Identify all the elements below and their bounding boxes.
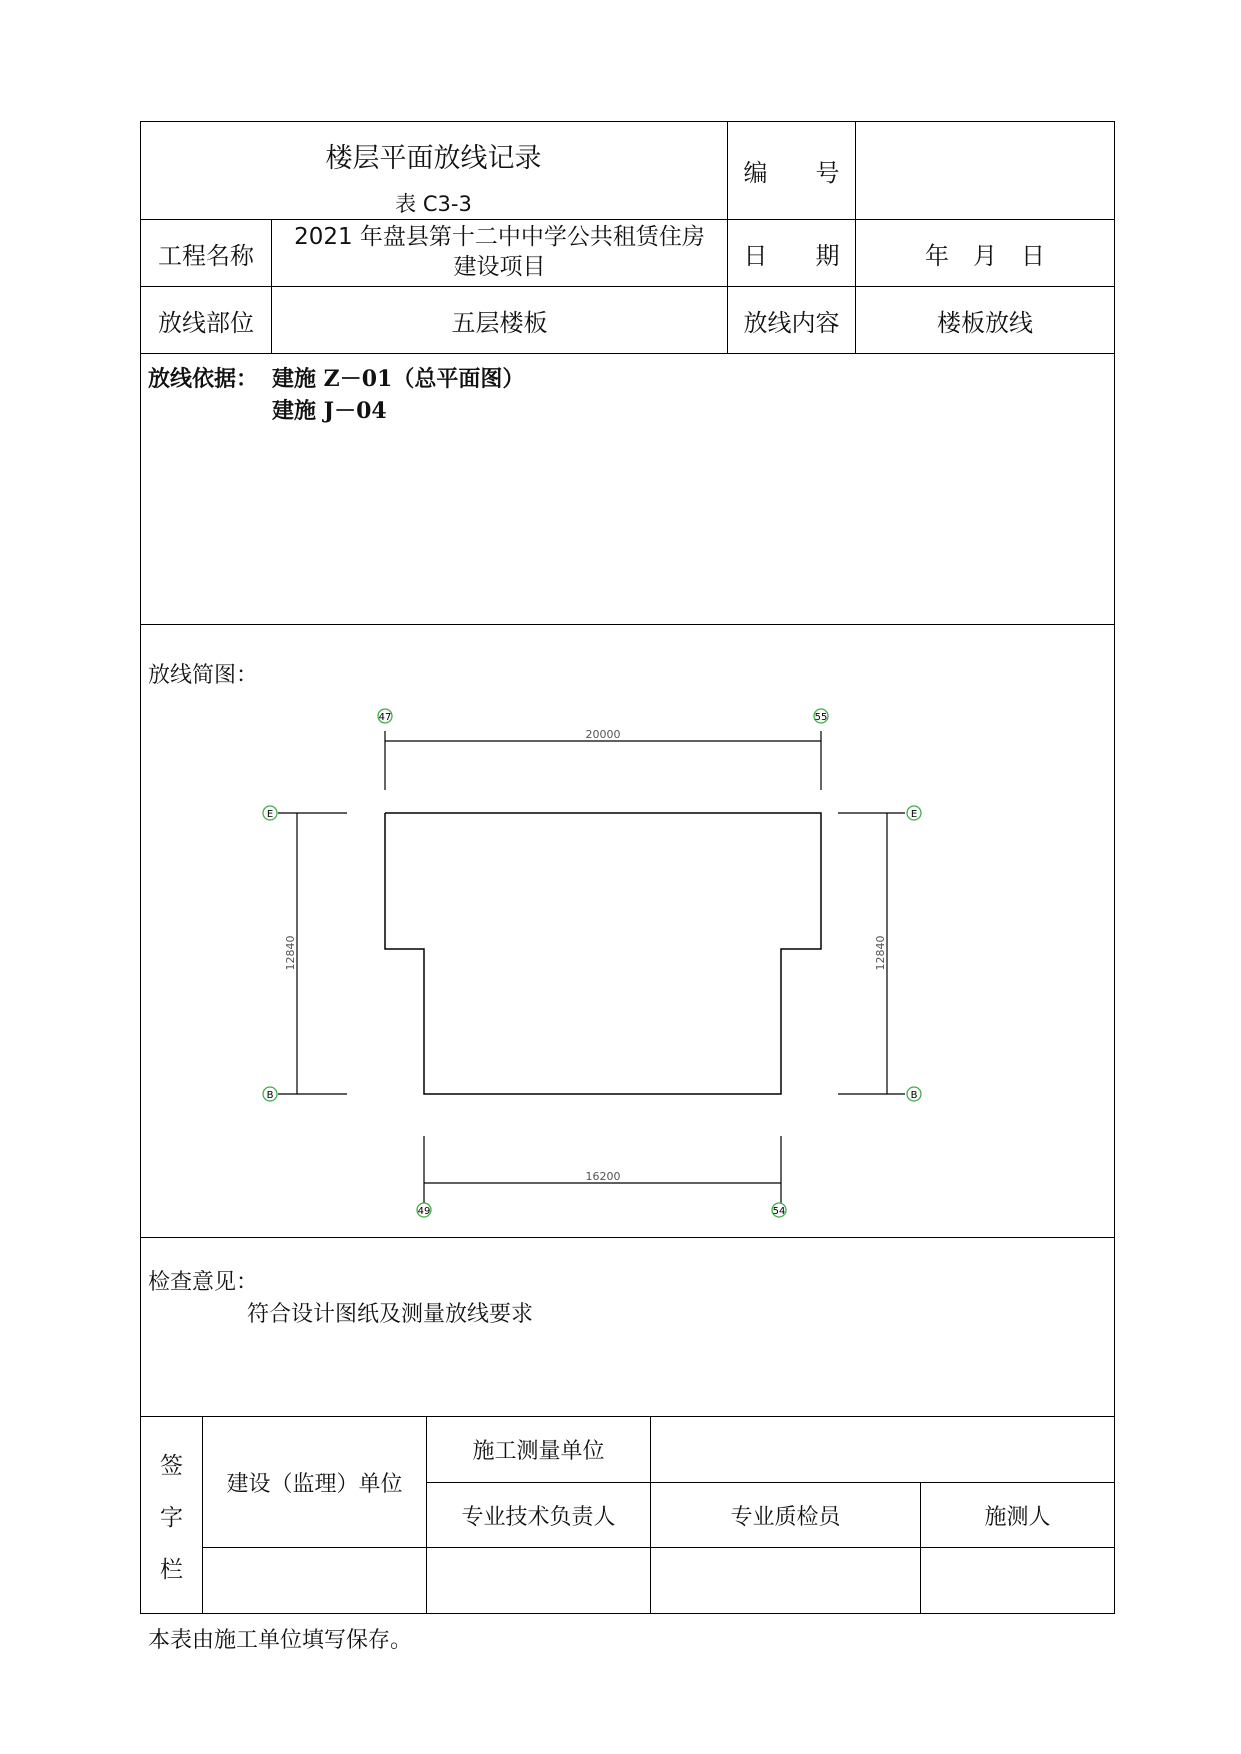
basis-line2: 建施 J－04 — [272, 398, 387, 424]
svg-text:B: B — [910, 1090, 918, 1101]
axis-bubble-right-B — [907, 1087, 921, 1101]
axis-bubble-54 — [772, 1203, 786, 1217]
bottom-dimension — [424, 1136, 781, 1203]
signature-char-1: 签 — [160, 1453, 183, 1479]
signature-char-3: 栏 — [160, 1557, 183, 1583]
dim-top-label: 20000 — [585, 728, 621, 741]
axis-bubble-left-E — [263, 806, 277, 820]
svg-text:B: B — [266, 1090, 274, 1101]
right-dimension — [838, 813, 905, 1094]
part-value: 五层楼板 — [451, 308, 548, 337]
dim-left-label: 12840 — [284, 935, 297, 971]
date-value: 年 月 日 — [925, 241, 1045, 270]
svg-text:55: 55 — [814, 712, 828, 723]
form-code: 表 C3-3 — [395, 192, 472, 216]
dim-right-label: 12840 — [874, 935, 887, 971]
inspection-text: 符合设计图纸及测量放线要求 — [247, 1302, 534, 1327]
footer-note: 本表由施工单位填写保存。 — [148, 1628, 413, 1653]
dim-bottom-label: 16200 — [585, 1170, 621, 1183]
project-name-line1: 2021 年盘县第十二中中学公共租赁住房 — [294, 224, 705, 250]
axis-bubble-55 — [814, 709, 828, 723]
content-value: 楼板放线 — [937, 308, 1033, 337]
axis-bubble-right-E — [907, 806, 921, 820]
construction-unit: 施工测量单位 — [472, 1439, 605, 1464]
axis-bubble-left-B — [263, 1087, 277, 1101]
svg-text:54: 54 — [772, 1206, 786, 1217]
basis-line1: 建施 Z－01（总平面图） — [272, 366, 525, 392]
signature-char-2: 字 — [160, 1505, 183, 1531]
top-dimension — [385, 728, 821, 790]
content-label: 放线内容 — [743, 308, 840, 337]
diagram-label: 放线简图： — [148, 663, 259, 688]
svg-text:47: 47 — [378, 712, 392, 723]
axis-bubble-47 — [378, 709, 392, 723]
axis-bubble-49 — [417, 1203, 431, 1217]
tech-lead: 专业技术负责人 — [461, 1504, 616, 1530]
svg-text:49: 49 — [417, 1206, 431, 1217]
basis-label: 放线依据： — [148, 366, 259, 392]
left-dimension — [278, 813, 347, 1094]
number-label: 编 号 — [743, 159, 840, 187]
construction-unit-value — [651, 1417, 1114, 1482]
date-label: 日 期 — [743, 241, 840, 270]
project-name-line2: 建设项目 — [453, 254, 546, 280]
inspection-label: 检查意见： — [148, 1270, 259, 1295]
surveyor: 施测人 — [984, 1504, 1051, 1530]
form-title: 楼层平面放线记录 — [325, 143, 542, 174]
part-label: 放线部位 — [158, 308, 254, 337]
signature-column — [141, 1440, 202, 1596]
quality-inspector: 专业质检员 — [730, 1504, 841, 1530]
svg-text:E: E — [910, 809, 918, 820]
project-name-label: 工程名称 — [158, 241, 254, 270]
supervision-unit: 建设（监理）单位 — [226, 1471, 403, 1497]
svg-text:E: E — [266, 809, 274, 820]
floor-outline — [385, 813, 821, 1094]
